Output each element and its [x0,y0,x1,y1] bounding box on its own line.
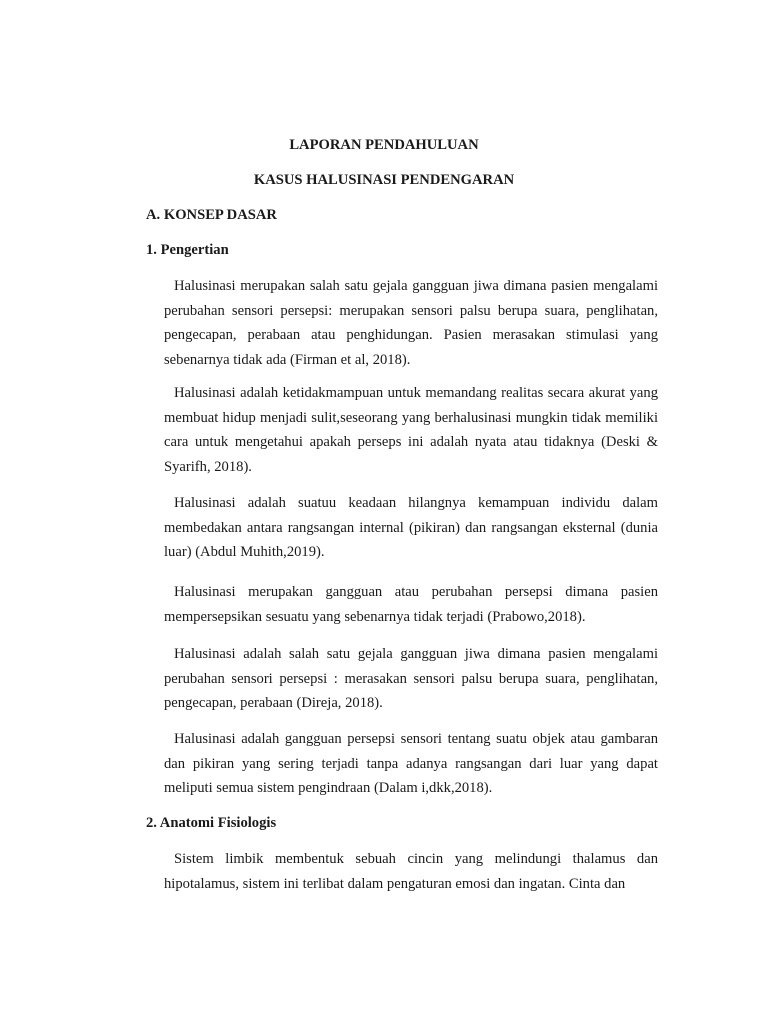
section-heading-a: A. KONSEP DASAR [146,207,277,223]
document-title: LAPORAN PENDAHULUAN [289,137,479,153]
paragraph-4: Halusinasi merupakan gangguan atau perubahan persepsi dimana pasien mempersepsikan sesuatu yang sebenarnya tidak terjadi (Prabowo,2018). [164,584,658,625]
paragraph-7: Sistem limbik membentuk sebuah cincin yang melindungi thalamus dan hipotalamus, sistem ini terlibat dalam pengaturan emosi dan ingatan. Cinta dan [164,851,658,892]
subsection-heading-pengertian: 1. Pengertian [146,242,229,258]
subsection-heading-anatomi: 2. Anatomi Fisiologis [146,815,277,831]
paragraph-5: Halusinasi adalah salah satu gejala gangguan jiwa dimana pasien mengalami perubahan sensori persepsi : merasakan sensori palsu berupa suara, penglihatan, pengecapan, perabaan (Direja, 2018). [164,646,658,711]
paragraph-6: Halusinasi adalah gangguan persepsi sensori tentang suatu objek atau gambaran dan pikiran yang sering terjadi tanpa adanya rangsangan dari luar yang dapat meliputi semua sistem pengindraan (Dalam i,dkk,2018). [164,731,658,796]
paragraph-2: Halusinasi adalah ketidakmampuan untuk memandang realitas secara akurat yang membuat hidup menjadi sulit,seseorang yang berhalusinasi mungkin tidak memiliki cara untuk mengetahui apakah perseps ini adalah nyata atau tidaknya (Deski & Syarifh, 2018). [164,385,658,475]
paragraph-3: Halusinasi adalah suatuu keadaan hilangnya kemampuan individu dalam membedakan antara rangsangan internal (pikiran) dan rangsangan eksternal (dunia luar) (Abdul Muhith,2019). [164,495,658,560]
document-subtitle: KASUS HALUSINASI PENDENGARAN [253,172,515,188]
paragraph-1: Halusinasi merupakan salah satu gejala gangguan jiwa dimana pasien mengalami perubahan sensori persepsi: merupakan sensori palsu berupa suara, penglihatan, pengecapan, perabaan atau penghidungan. Pasien merasakan stimulasi yang sebenarnya tidak ada (Firman et al, 2018). [164,278,658,368]
